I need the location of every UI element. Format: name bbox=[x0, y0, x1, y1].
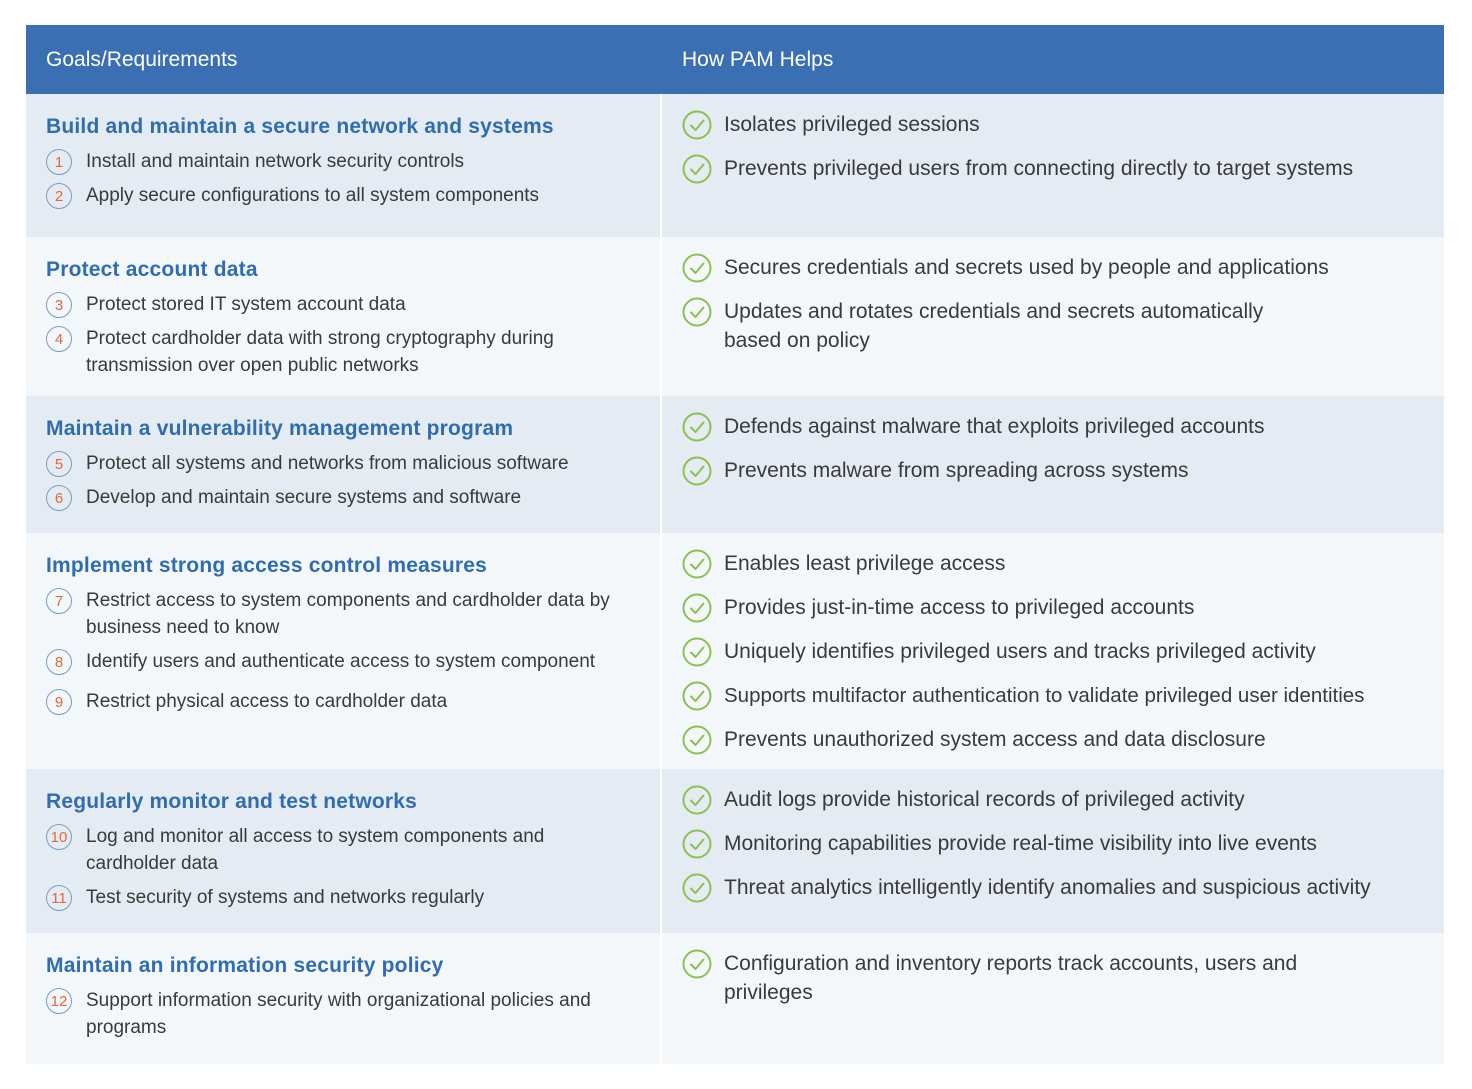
requirement-item bbox=[46, 885, 652, 911]
requirement-text: Restrict physical access to cardholder data bbox=[86, 691, 448, 712]
check-circle-icon bbox=[682, 681, 712, 711]
table-row bbox=[26, 933, 1444, 1064]
check-circle-icon bbox=[682, 297, 712, 327]
help-text: Threat analytics intelligently identify anomalies and suspicious activity bbox=[724, 876, 1371, 899]
goal-cell bbox=[26, 396, 661, 533]
help-item bbox=[682, 637, 1436, 667]
requirement-number: 3 bbox=[46, 292, 72, 318]
check-circle-icon bbox=[682, 829, 712, 859]
help-text: Enables least privilege access bbox=[724, 552, 1006, 575]
requirement-number: 8 bbox=[46, 649, 72, 675]
requirement-text: Test security of systems and networks regularly bbox=[86, 887, 485, 908]
goal-title: Maintain an information security policy bbox=[46, 954, 444, 977]
help-item bbox=[682, 593, 1436, 623]
requirement-item bbox=[46, 824, 652, 877]
requirement-item bbox=[46, 149, 652, 175]
pam-cell bbox=[661, 94, 1444, 237]
pam-cell bbox=[661, 533, 1444, 769]
requirement-number: 1 bbox=[46, 149, 72, 175]
help-item bbox=[682, 456, 1436, 486]
goal-cell bbox=[26, 769, 661, 933]
help-text: Secures credentials and secrets used by people and applications bbox=[724, 256, 1329, 279]
help-item bbox=[682, 681, 1436, 711]
requirement-text: Log and monitor all access to system components and cardholder data bbox=[86, 826, 545, 874]
help-item bbox=[682, 949, 1436, 1007]
requirement-text: Protect cardholder data with strong cryptography during transmission over open public networks bbox=[86, 328, 554, 376]
check-circle-icon bbox=[682, 110, 712, 140]
help-text: Audit logs provide historical records of privileged activity bbox=[724, 788, 1245, 811]
help-text: Configuration and inventory reports track accounts, users and privileges bbox=[724, 952, 1298, 1004]
check-circle-icon bbox=[682, 785, 712, 815]
help-text: Defends against malware that exploits privileged accounts bbox=[724, 415, 1265, 438]
pam-cell bbox=[661, 933, 1444, 1064]
requirement-text: Install and maintain network security controls bbox=[86, 151, 465, 172]
requirement-text: Develop and maintain secure systems and software bbox=[86, 487, 522, 508]
check-circle-icon bbox=[682, 456, 712, 486]
requirement-number: 9 bbox=[46, 689, 72, 715]
requirement-number: 10 bbox=[46, 824, 72, 850]
requirement-number: 6 bbox=[46, 485, 72, 511]
pam-cell bbox=[661, 769, 1444, 933]
requirement-number: 5 bbox=[46, 451, 72, 477]
requirement-item bbox=[46, 485, 652, 511]
table-row bbox=[26, 769, 1444, 933]
requirement-number: 12 bbox=[46, 988, 72, 1014]
requirement-text: Identify users and authenticate access to system component bbox=[86, 651, 596, 672]
requirement-number: 4 bbox=[46, 326, 72, 352]
help-item bbox=[682, 412, 1436, 442]
pam-cell bbox=[661, 396, 1444, 533]
requirement-text: Restrict access to system components and cardholder data by business need to know bbox=[86, 590, 610, 638]
table-row bbox=[26, 396, 1444, 533]
help-text: Updates and rotates credentials and secrets automatically based on policy bbox=[724, 300, 1264, 352]
check-circle-icon bbox=[682, 593, 712, 623]
requirement-item bbox=[46, 326, 652, 379]
table-row bbox=[26, 533, 1444, 769]
header-goals: Goals/Requirements bbox=[46, 47, 238, 71]
help-item bbox=[682, 725, 1436, 755]
help-item bbox=[682, 785, 1436, 815]
pam-cell bbox=[661, 237, 1444, 396]
goal-title: Implement strong access control measures bbox=[46, 554, 487, 577]
help-text: Monitoring capabilities provide real-time visibility into live events bbox=[724, 832, 1317, 855]
help-item bbox=[682, 253, 1436, 283]
help-text: Prevents privileged users from connecting directly to target systems bbox=[724, 157, 1354, 180]
goal-cell bbox=[26, 533, 661, 769]
header-pam-helps: How PAM Helps bbox=[682, 47, 834, 71]
requirement-item bbox=[46, 588, 652, 641]
check-circle-icon bbox=[682, 637, 712, 667]
goal-title: Build and maintain a secure network and systems bbox=[46, 115, 554, 138]
table-row bbox=[26, 237, 1444, 396]
help-item bbox=[682, 110, 1436, 140]
check-circle-icon bbox=[682, 154, 712, 184]
check-circle-icon bbox=[682, 725, 712, 755]
check-circle-icon bbox=[682, 549, 712, 579]
help-text: Provides just-in-time access to privileged accounts bbox=[724, 596, 1195, 619]
check-circle-icon bbox=[682, 412, 712, 442]
requirement-item bbox=[46, 183, 652, 209]
check-circle-icon bbox=[682, 873, 712, 903]
check-circle-icon bbox=[682, 949, 712, 979]
table-row bbox=[26, 94, 1444, 237]
help-item bbox=[682, 297, 1436, 355]
help-text: Prevents malware from spreading across systems bbox=[724, 459, 1189, 482]
requirement-number: 2 bbox=[46, 183, 72, 209]
goal-title: Regularly monitor and test networks bbox=[46, 790, 418, 813]
goal-title: Protect account data bbox=[46, 258, 258, 281]
help-item bbox=[682, 549, 1436, 579]
requirement-text: Protect all systems and networks from malicious software bbox=[86, 453, 569, 474]
requirement-item bbox=[46, 649, 652, 675]
requirement-text: Protect stored IT system account data bbox=[86, 294, 406, 315]
goal-cell bbox=[26, 94, 661, 237]
goal-cell bbox=[26, 237, 661, 396]
table-header bbox=[26, 25, 1444, 94]
help-item bbox=[682, 154, 1436, 184]
requirement-item bbox=[46, 451, 652, 477]
pci-pam-table bbox=[26, 25, 1444, 1064]
requirement-item bbox=[46, 988, 652, 1041]
help-text: Prevents unauthorized system access and data disclosure bbox=[724, 728, 1266, 751]
requirement-text: Support information security with organizational policies and programs bbox=[86, 990, 591, 1038]
check-circle-icon bbox=[682, 253, 712, 283]
requirement-item bbox=[46, 292, 652, 318]
requirement-number: 7 bbox=[46, 588, 72, 614]
requirement-text: Apply secure configurations to all system components bbox=[86, 185, 540, 206]
goal-cell bbox=[26, 933, 661, 1064]
goal-title: Maintain a vulnerability management program bbox=[46, 417, 514, 440]
requirement-number: 11 bbox=[46, 885, 72, 911]
help-text: Uniquely identifies privileged users and tracks privileged activity bbox=[724, 640, 1316, 663]
help-text: Supports multifactor authentication to validate privileged user identities bbox=[724, 684, 1365, 707]
requirement-item bbox=[46, 689, 652, 715]
help-item bbox=[682, 829, 1436, 859]
help-item bbox=[682, 873, 1436, 903]
help-text: Isolates privileged sessions bbox=[724, 113, 980, 136]
